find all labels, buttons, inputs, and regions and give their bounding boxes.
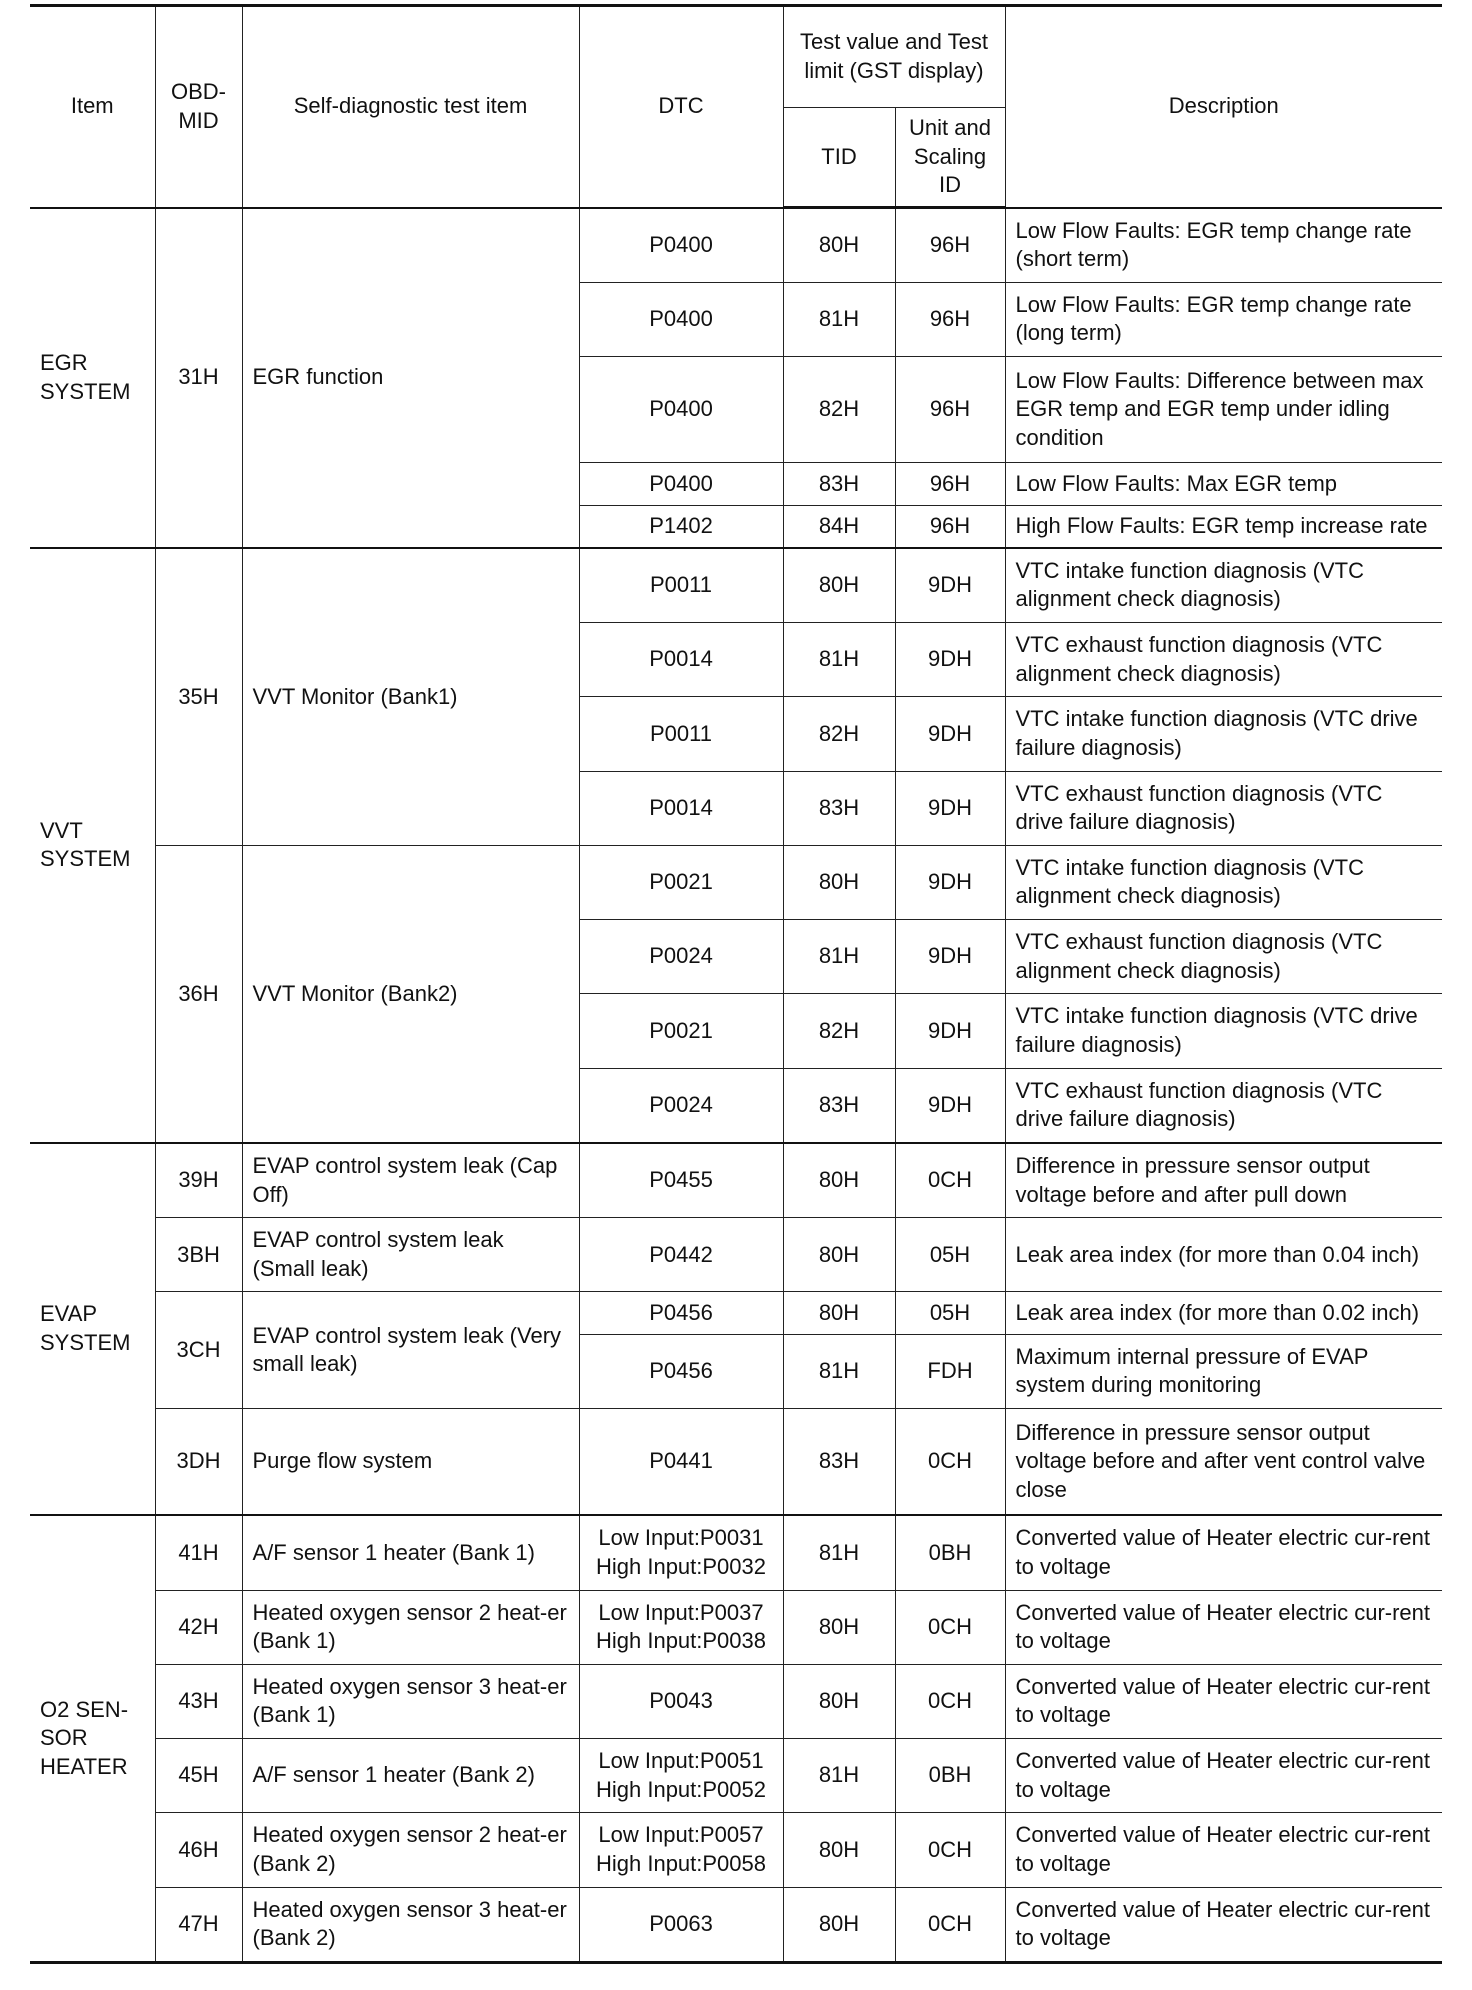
tid-cell: 80H <box>783 845 895 919</box>
description-cell: Difference in pressure sensor output voltage before and after vent control valve close <box>1005 1408 1442 1515</box>
table-row <box>30 1887 1442 1962</box>
unit-cell: 0CH <box>895 1143 1005 1218</box>
description-cell: VTC exhaust function diagnosis (VTC alignment check diagnosis) <box>1005 920 1442 994</box>
tid-cell: 81H <box>783 1739 895 1813</box>
dtc-cell: P0021 <box>579 845 783 919</box>
header-unit: Unit and Scaling ID <box>895 108 1005 208</box>
table-row <box>30 208 1442 283</box>
dtc-cell: P0400 <box>579 282 783 356</box>
dtc-cell: P0441 <box>579 1408 783 1515</box>
table-row <box>30 1292 1442 1334</box>
description-cell: Converted value of Heater electric cur-rent to voltage <box>1005 1664 1442 1738</box>
obd-mid-cell: 45H <box>155 1739 242 1813</box>
header-dtc: DTC <box>579 6 783 208</box>
tid-cell: 80H <box>783 1143 895 1218</box>
dtc-cell: P0021 <box>579 994 783 1068</box>
unit-cell: 9DH <box>895 697 1005 771</box>
dtc-cell: P0400 <box>579 463 783 505</box>
test-item-cell: A/F sensor 1 heater (Bank 1) <box>242 1515 579 1590</box>
obd-test-table <box>30 4 1442 1964</box>
unit-cell: 0CH <box>895 1887 1005 1962</box>
description-cell: Converted value of Heater electric cur-rent to voltage <box>1005 1590 1442 1664</box>
dtc-cell: P0011 <box>579 697 783 771</box>
obd-mid-cell: 3DH <box>155 1408 242 1515</box>
unit-cell: 0CH <box>895 1813 1005 1887</box>
tid-cell: 80H <box>783 1218 895 1292</box>
tid-cell: 81H <box>783 1515 895 1590</box>
description-cell: Leak area index (for more than 0.04 inch) <box>1005 1218 1442 1292</box>
test-item-cell: EVAP control system leak (Very small leak) <box>242 1292 579 1408</box>
dtc-cell: Low Input:P0031 High Input:P0032 <box>579 1515 783 1590</box>
description-cell: Maximum internal pressure of EVAP system during monitoring <box>1005 1334 1442 1408</box>
table-header <box>30 6 1442 208</box>
dtc-cell: Low Input:P0057 High Input:P0058 <box>579 1813 783 1887</box>
unit-cell: 96H <box>895 505 1005 548</box>
obd-mid-cell: 3BH <box>155 1218 242 1292</box>
item-cell: O2 SEN-SOR HEATER <box>30 1515 155 1962</box>
table-row <box>30 1590 1442 1664</box>
tid-cell: 82H <box>783 994 895 1068</box>
tid-cell: 84H <box>783 505 895 548</box>
obd-mid-cell: 36H <box>155 845 242 1143</box>
dtc-cell: P0043 <box>579 1664 783 1738</box>
tid-cell: 83H <box>783 1068 895 1143</box>
dtc-cell: P0024 <box>579 1068 783 1143</box>
item-cell: EVAP SYSTEM <box>30 1143 155 1515</box>
header-item: Item <box>30 6 155 208</box>
dtc-cell: P0063 <box>579 1887 783 1962</box>
tid-cell: 80H <box>783 548 895 623</box>
description-cell: VTC intake function diagnosis (VTC alignment check diagnosis) <box>1005 548 1442 623</box>
description-cell: VTC intake function diagnosis (VTC drive failure diagnosis) <box>1005 697 1442 771</box>
test-item-cell: EVAP control system leak (Cap Off) <box>242 1143 579 1218</box>
description-cell: VTC exhaust function diagnosis (VTC alignment check diagnosis) <box>1005 623 1442 697</box>
tid-cell: 80H <box>783 208 895 283</box>
unit-cell: 9DH <box>895 623 1005 697</box>
unit-cell: 9DH <box>895 1068 1005 1143</box>
tid-cell: 83H <box>783 1408 895 1515</box>
test-item-cell: EVAP control system leak (Small leak) <box>242 1218 579 1292</box>
test-item-cell: VVT Monitor (Bank1) <box>242 548 579 846</box>
test-item-cell: Heated oxygen sensor 3 heat-er (Bank 1) <box>242 1664 579 1738</box>
description-cell: Converted value of Heater electric cur-rent to voltage <box>1005 1813 1442 1887</box>
tid-cell: 82H <box>783 357 895 463</box>
test-item-cell: VVT Monitor (Bank2) <box>242 845 579 1143</box>
obd-mid-cell: 39H <box>155 1143 242 1218</box>
obd-mid-cell: 46H <box>155 1813 242 1887</box>
table-row <box>30 1218 1442 1292</box>
table-row <box>30 845 1442 919</box>
obd-mid-cell: 43H <box>155 1664 242 1738</box>
document-page <box>30 4 1442 1964</box>
description-cell: VTC intake function diagnosis (VTC drive failure diagnosis) <box>1005 994 1442 1068</box>
table-row <box>30 1739 1442 1813</box>
dtc-cell: P0400 <box>579 357 783 463</box>
dtc-cell: P0400 <box>579 208 783 283</box>
unit-cell: 0CH <box>895 1590 1005 1664</box>
obd-mid-cell: 47H <box>155 1887 242 1962</box>
unit-cell: 9DH <box>895 920 1005 994</box>
dtc-cell: Low Input:P0037 High Input:P0038 <box>579 1590 783 1664</box>
description-cell: Converted value of Heater electric cur-rent to voltage <box>1005 1739 1442 1813</box>
dtc-cell: Low Input:P0051 High Input:P0052 <box>579 1739 783 1813</box>
item-cell: VVT SYSTEM <box>30 548 155 1143</box>
test-item-cell: EGR function <box>242 208 579 548</box>
obd-mid-cell: 35H <box>155 548 242 846</box>
test-item-cell: Heated oxygen sensor 3 heat-er (Bank 2) <box>242 1887 579 1962</box>
description-cell: Low Flow Faults: EGR temp change rate (short term) <box>1005 208 1442 283</box>
obd-mid-cell: 31H <box>155 208 242 548</box>
unit-cell: 0BH <box>895 1515 1005 1590</box>
table-row <box>30 1813 1442 1887</box>
tid-cell: 80H <box>783 1292 895 1334</box>
unit-cell: 9DH <box>895 771 1005 845</box>
dtc-cell: P0014 <box>579 771 783 845</box>
unit-cell: 96H <box>895 282 1005 356</box>
description-cell: VTC exhaust function diagnosis (VTC drive failure diagnosis) <box>1005 1068 1442 1143</box>
description-cell: Converted value of Heater electric cur-rent to voltage <box>1005 1515 1442 1590</box>
dtc-cell: P0011 <box>579 548 783 623</box>
table-row <box>30 1408 1442 1515</box>
table-row <box>30 1515 1442 1590</box>
tid-cell: 81H <box>783 623 895 697</box>
unit-cell: 0BH <box>895 1739 1005 1813</box>
table-row <box>30 548 1442 623</box>
tid-cell: 82H <box>783 697 895 771</box>
unit-cell: 96H <box>895 463 1005 505</box>
unit-cell: 05H <box>895 1292 1005 1334</box>
item-cell: EGR SYSTEM <box>30 208 155 548</box>
description-cell: Low Flow Faults: Difference between max EGR temp and EGR temp under idling condition <box>1005 357 1442 463</box>
description-cell: Low Flow Faults: EGR temp change rate (long term) <box>1005 282 1442 356</box>
unit-cell: 96H <box>895 357 1005 463</box>
tid-cell: 83H <box>783 463 895 505</box>
description-cell: VTC exhaust function diagnosis (VTC drive failure diagnosis) <box>1005 771 1442 845</box>
tid-cell: 80H <box>783 1887 895 1962</box>
obd-mid-cell: 42H <box>155 1590 242 1664</box>
header-tid: TID <box>783 108 895 208</box>
unit-cell: 05H <box>895 1218 1005 1292</box>
obd-mid-cell: 41H <box>155 1515 242 1590</box>
dtc-cell: P0455 <box>579 1143 783 1218</box>
dtc-cell: P0456 <box>579 1334 783 1408</box>
unit-cell: 9DH <box>895 845 1005 919</box>
description-cell: Low Flow Faults: Max EGR temp <box>1005 463 1442 505</box>
header-test-value: Test value and Test limit (GST display) <box>783 6 1005 108</box>
table-body <box>30 208 1442 1963</box>
test-item-cell: A/F sensor 1 heater (Bank 2) <box>242 1739 579 1813</box>
unit-cell: FDH <box>895 1334 1005 1408</box>
unit-cell: 9DH <box>895 994 1005 1068</box>
obd-mid-cell: 3CH <box>155 1292 242 1408</box>
description-cell: VTC intake function diagnosis (VTC alignment check diagnosis) <box>1005 845 1442 919</box>
table-row <box>30 1664 1442 1738</box>
dtc-cell: P0024 <box>579 920 783 994</box>
description-cell: Leak area index (for more than 0.02 inch) <box>1005 1292 1442 1334</box>
description-cell: Difference in pressure sensor output voltage before and after pull down <box>1005 1143 1442 1218</box>
tid-cell: 80H <box>783 1664 895 1738</box>
description-cell: Converted value of Heater electric cur-rent to voltage <box>1005 1887 1442 1962</box>
tid-cell: 81H <box>783 920 895 994</box>
table-row <box>30 1143 1442 1218</box>
tid-cell: 81H <box>783 1334 895 1408</box>
tid-cell: 83H <box>783 771 895 845</box>
test-item-cell: Heated oxygen sensor 2 heat-er (Bank 2) <box>242 1813 579 1887</box>
tid-cell: 81H <box>783 282 895 356</box>
test-item-cell: Purge flow system <box>242 1408 579 1515</box>
header-description: Description <box>1005 6 1442 208</box>
description-cell: High Flow Faults: EGR temp increase rate <box>1005 505 1442 548</box>
header-test-item: Self-diagnostic test item <box>242 6 579 208</box>
test-item-cell: Heated oxygen sensor 2 heat-er (Bank 1) <box>242 1590 579 1664</box>
unit-cell: 0CH <box>895 1408 1005 1515</box>
unit-cell: 96H <box>895 208 1005 283</box>
tid-cell: 80H <box>783 1813 895 1887</box>
header-obdmid: OBD-MID <box>155 6 242 208</box>
dtc-cell: P0442 <box>579 1218 783 1292</box>
unit-cell: 9DH <box>895 548 1005 623</box>
unit-cell: 0CH <box>895 1664 1005 1738</box>
tid-cell: 80H <box>783 1590 895 1664</box>
dtc-cell: P1402 <box>579 505 783 548</box>
dtc-cell: P0456 <box>579 1292 783 1334</box>
dtc-cell: P0014 <box>579 623 783 697</box>
